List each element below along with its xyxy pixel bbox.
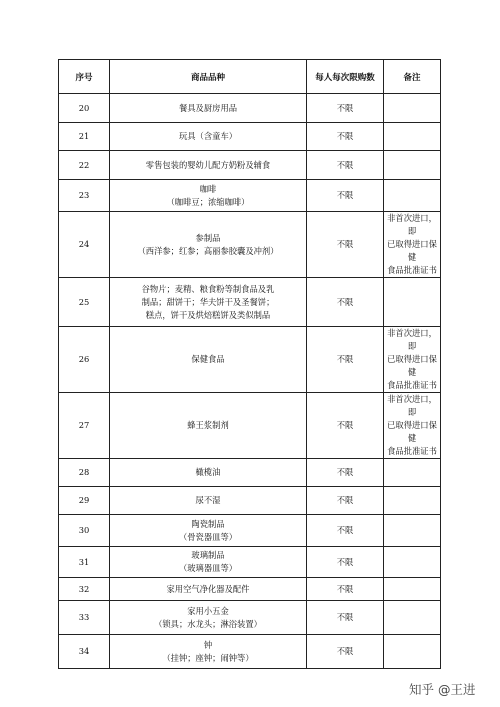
row-limit: 不限 — [307, 180, 384, 212]
table-row — [59, 578, 441, 601]
item-line: 玩具（含童车） — [178, 131, 238, 141]
item-line: （骨瓷器皿等） — [178, 531, 238, 542]
table-row — [59, 212, 441, 278]
row-index: 31 — [59, 547, 110, 578]
row-remark — [384, 487, 441, 515]
table-row — [59, 487, 441, 515]
row-index: 28 — [59, 459, 110, 487]
row-index: 23 — [59, 180, 110, 212]
row-limit: 不限 — [307, 212, 384, 278]
row-item — [110, 459, 307, 487]
row-remark — [384, 327, 441, 393]
row-limit: 不限 — [307, 601, 384, 635]
row-index: 29 — [59, 487, 110, 515]
row-limit: 不限 — [307, 123, 384, 151]
row-item — [110, 278, 307, 327]
row-remark — [384, 635, 441, 669]
row-limit: 不限 — [307, 393, 384, 459]
row-index: 33 — [59, 601, 110, 635]
row-index: 20 — [59, 94, 110, 123]
remark-line: 食品批准证书 — [387, 380, 437, 390]
item-line: 橄榄油 — [195, 467, 221, 477]
row-item — [110, 601, 307, 635]
item-line: 制品；甜饼干；华夫饼干及圣餐饼； — [141, 296, 275, 307]
row-remark — [384, 578, 441, 601]
item-line: 零售包装的婴幼儿配方奶粉及辅食 — [145, 159, 271, 170]
row-item — [110, 547, 307, 578]
item-line: 家用空气净化器及配件 — [166, 583, 250, 594]
row-remark — [384, 151, 441, 180]
row-remark — [384, 547, 441, 578]
row-limit: 不限 — [307, 94, 384, 123]
table-body — [59, 94, 441, 669]
item-line: 玻璃制品 — [191, 550, 225, 560]
item-line: 陶瓷制品 — [191, 518, 225, 529]
row-item — [110, 635, 307, 669]
row-index: 26 — [59, 327, 110, 393]
item-line: 参制品 — [195, 232, 221, 243]
table-row — [59, 94, 441, 123]
table-row — [59, 393, 441, 459]
table-row — [59, 635, 441, 669]
item-line: 保健食品 — [191, 354, 225, 364]
row-limit: 不限 — [307, 278, 384, 327]
row-item — [110, 123, 307, 151]
header-category: 商品品种 — [110, 60, 307, 94]
remark-line: 已取得进口保健 — [387, 420, 437, 443]
row-item — [110, 151, 307, 180]
table-header-row — [59, 60, 441, 94]
remark-line: 已取得进口保健 — [387, 354, 437, 377]
remark-line: 非首次进口，即 — [387, 213, 437, 236]
table-row — [59, 601, 441, 635]
item-line: 尿不湿 — [195, 495, 221, 505]
row-remark — [384, 393, 441, 459]
table-row — [59, 123, 441, 151]
item-line: 钟 — [203, 639, 213, 650]
row-item — [110, 94, 307, 123]
watermark-text: 知乎 @王进 — [409, 682, 476, 697]
remark-line: 非首次进口，即 — [387, 328, 437, 351]
row-index: 24 — [59, 212, 110, 278]
row-item — [110, 393, 307, 459]
row-item — [110, 180, 307, 212]
item-line: （挂钟；座钟；闹钟等） — [162, 652, 254, 663]
row-item — [110, 212, 307, 278]
row-item — [110, 487, 307, 515]
row-item — [110, 515, 307, 547]
row-remark — [384, 601, 441, 635]
remark-line: 食品批准证书 — [387, 446, 437, 456]
table-row — [59, 327, 441, 393]
row-index: 22 — [59, 151, 110, 180]
row-index: 25 — [59, 278, 110, 327]
table-row — [59, 278, 441, 327]
row-item — [110, 327, 307, 393]
table-row — [59, 515, 441, 547]
row-limit: 不限 — [307, 487, 384, 515]
header-remarks: 备注 — [384, 60, 441, 94]
row-remark — [384, 515, 441, 547]
row-limit: 不限 — [307, 578, 384, 601]
row-remark — [384, 278, 441, 327]
item-line: 糕点，饼干及烘焙糕饼及类似制品 — [145, 309, 271, 320]
row-limit: 不限 — [307, 327, 384, 393]
item-line: （咖啡豆；浓缩咖啡） — [166, 196, 250, 207]
header-limit: 每人每次限购数 — [307, 60, 384, 94]
remark-line: 已取得进口保健 — [387, 239, 437, 262]
row-index: 27 — [59, 393, 110, 459]
table-row — [59, 547, 441, 578]
row-limit: 不限 — [307, 635, 384, 669]
purchase-limit-table — [58, 59, 441, 669]
row-index: 30 — [59, 515, 110, 547]
row-index: 34 — [59, 635, 110, 669]
item-line: 餐具及厨房用品 — [178, 102, 238, 113]
row-remark — [384, 212, 441, 278]
header-index: 序号 — [59, 60, 110, 94]
row-remark — [384, 94, 441, 123]
remark-line: 食品批准证书 — [387, 265, 437, 275]
item-line: （西洋参；红参；高丽参胶囊及冲剂） — [137, 245, 279, 256]
item-line: （玻璃器皿等） — [178, 563, 238, 573]
item-line: 家用小五金 — [187, 605, 229, 616]
row-index: 32 — [59, 578, 110, 601]
table-row — [59, 459, 441, 487]
item-line: 蜂王浆制剂 — [187, 420, 229, 430]
row-index: 21 — [59, 123, 110, 151]
table-row — [59, 151, 441, 180]
row-limit: 不限 — [307, 515, 384, 547]
item-line: （锁具；水龙头；淋浴装置） — [154, 618, 262, 629]
row-limit: 不限 — [307, 547, 384, 578]
row-limit: 不限 — [307, 151, 384, 180]
row-limit: 不限 — [307, 459, 384, 487]
row-item — [110, 578, 307, 601]
item-line: 咖啡 — [199, 183, 217, 194]
row-remark — [384, 123, 441, 151]
row-remark — [384, 180, 441, 212]
row-remark — [384, 459, 441, 487]
remark-line: 非首次进口，即 — [387, 394, 437, 417]
item-line: 谷物片；麦精、粮食粉等制食品及乳 — [141, 283, 275, 294]
table-row — [59, 180, 441, 212]
